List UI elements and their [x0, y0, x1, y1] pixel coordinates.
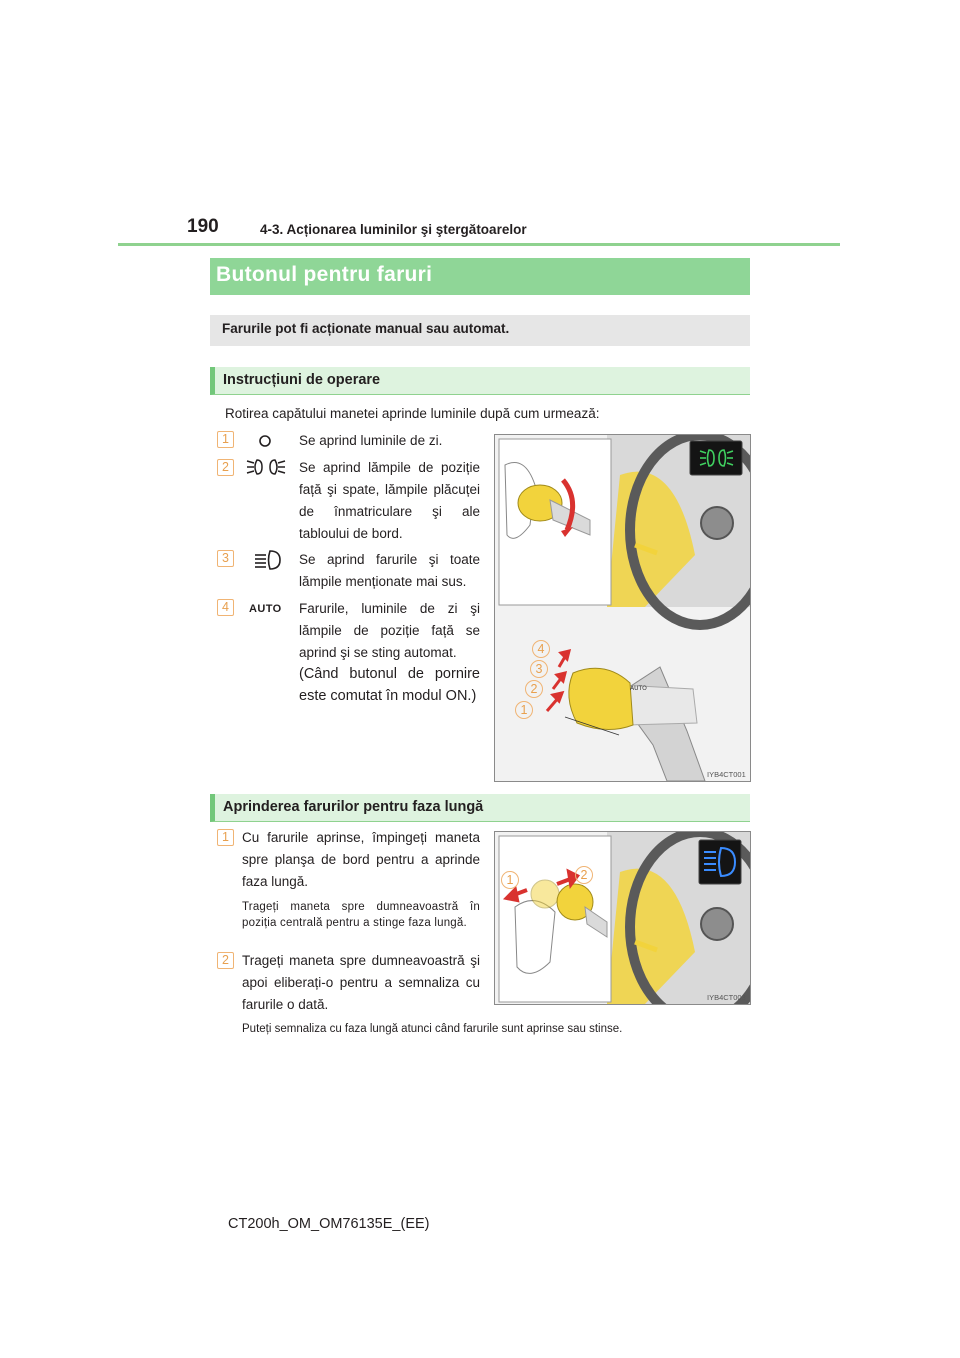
- page-number: 190: [187, 216, 219, 237]
- section-title: 4-3. Acționarea luminilor şi ştergătoarelor: [260, 222, 527, 237]
- lights-off-icon: [255, 432, 275, 450]
- item-text: Cu farurile aprinse, împingeți maneta spre planşa de bord pentru a aprinde faza lungă.: [242, 830, 480, 889]
- item-number: 2: [217, 459, 234, 476]
- item-text: Trageți maneta spre dumneavoastră şi apoi eliberați-o pentru a semnaliza cu farurile o dată.: [242, 953, 480, 1012]
- callout-3: 3: [530, 660, 548, 678]
- item-number: 3: [217, 550, 234, 567]
- headlight-icon: [253, 549, 283, 571]
- item-text: Se aprind luminile de zi.: [299, 433, 443, 448]
- operating-heading: Instrucțiuni de operare: [223, 372, 381, 388]
- headlight-switch-figure: [494, 434, 751, 782]
- callout-2: 2: [575, 866, 593, 884]
- operating-lead: Rotirea capătului manetei aprinde luminile după cum urmează:: [225, 406, 600, 421]
- header-rule: [118, 243, 840, 246]
- headlight-switch-illustration: [495, 435, 750, 781]
- callout-2: 2: [525, 680, 543, 698]
- item-text: Se aprind lămpile de poziție față şi spate, lămpile plăcuței de înmatriculare şi ale tabloului de bord.: [299, 460, 480, 541]
- item-note: (Când butonul de pornire este comutat în modul ON.): [299, 666, 480, 704]
- document-code: CT200h_OM_OM76135E_(EE): [228, 1216, 430, 1232]
- item-number: 2: [217, 952, 234, 969]
- item-number: 1: [217, 829, 234, 846]
- auto-icon: AUTO: [249, 603, 282, 615]
- high-beam-illustration: [495, 832, 750, 1004]
- callout-1: 1: [501, 871, 519, 889]
- item-text: Farurile, luminile de zi şi lămpile de poziție față se aprind şi se sting automat.: [299, 601, 480, 660]
- item-number: 1: [217, 431, 234, 448]
- high-beam-footnote: Puteți semnaliza cu faza lungă atunci când farurile sunt aprinse sau stinse.: [242, 1023, 623, 1035]
- figure-code: IYB4CT003: [707, 993, 746, 1002]
- item-text: Se aprind farurile şi toate lămpile menționate mai sus.: [299, 552, 480, 589]
- figure-code: IYB4CT001: [707, 770, 746, 779]
- callout-1: 1: [515, 701, 533, 719]
- callout-4: 4: [532, 640, 550, 658]
- item-number: 4: [217, 599, 234, 616]
- item-note: Trageți maneta spre dumneavoastră în poziția centrală pentru a stinge faza lungă.: [242, 901, 480, 929]
- high-beam-heading: Aprinderea farurilor pentru faza lungă: [223, 799, 484, 815]
- svg-text:AUTO: AUTO: [630, 685, 647, 692]
- position-lamps-icon: [245, 457, 287, 477]
- page-title: Butonul pentru faruri: [216, 263, 433, 286]
- high-beam-figure: [494, 831, 751, 1005]
- intro-text: Farurile pot fi acționate manual sau automat.: [222, 321, 510, 336]
